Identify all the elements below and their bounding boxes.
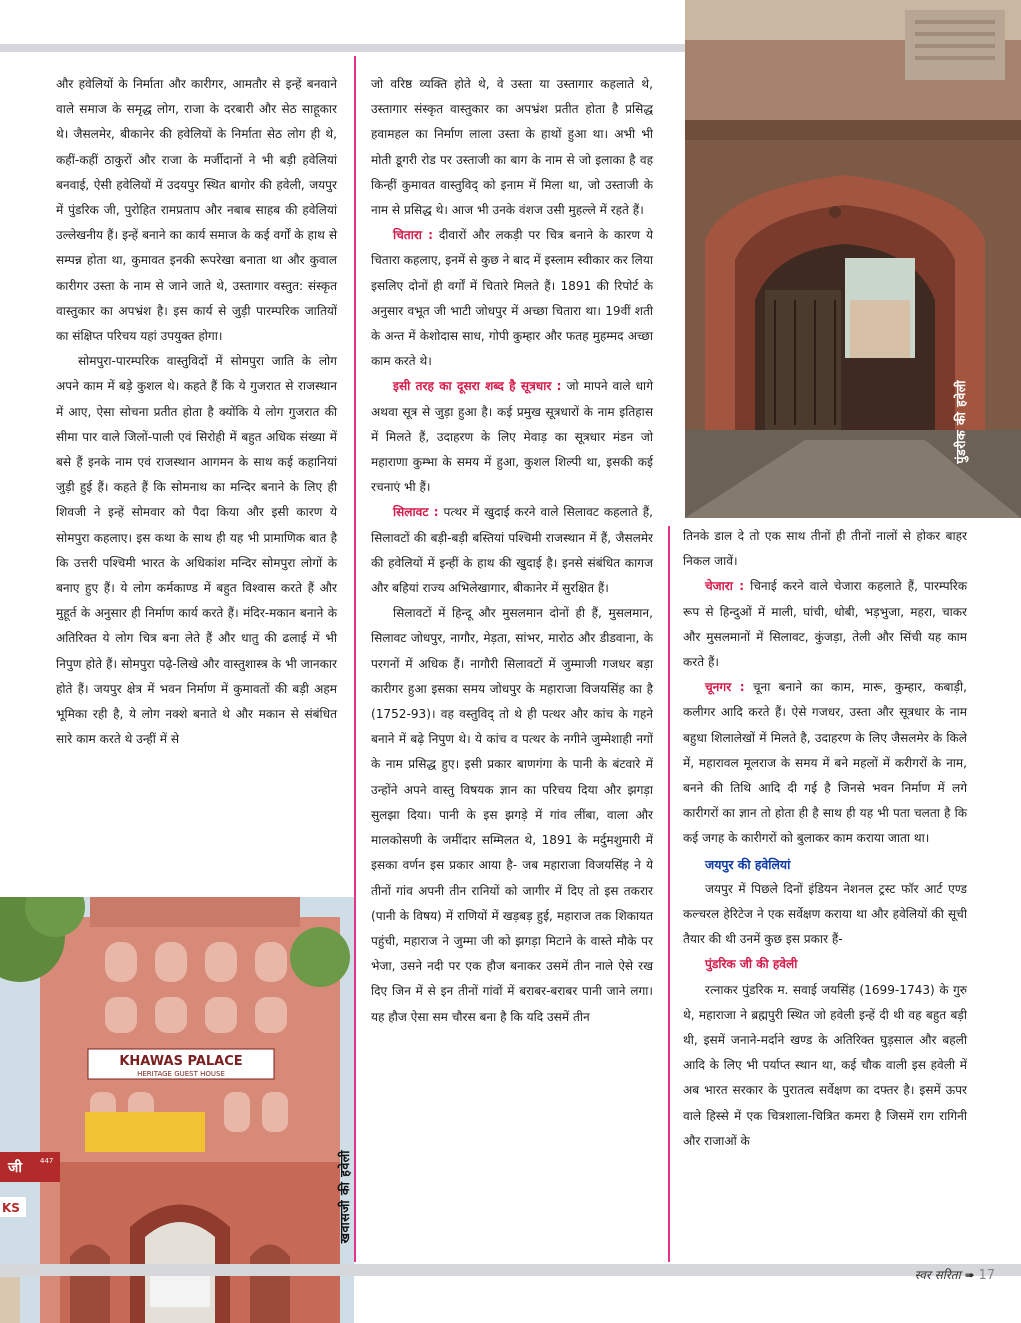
paragraph	[683, 675, 967, 851]
paragraph: जो वरिष्ठ व्यक्ति होते थे, वे उस्ता या उस्तागार कहलाते थे, उस्तागार संस्कृत वास्तुकार का अपभ्रंश प्रतीत होता है प्रसिद्ध हवामहल का निर्माण लाला उस्ता के हाथों हुआ था। अभी भी मोती डूगरी रोड पर उस्ताजी का बाग के नाम से जो इलाका है वह किन्हीं कुमावत वास्तुविद् को इनाम में मिला था, जो उस्ताजी के नाम से प्रसिद्ध थे। आज भी उनके वंशज उसी मुहल्ले में रहते हैं।	[371, 77, 653, 218]
page-number: 17	[978, 1268, 995, 1283]
section-heading: सिलावट :	[393, 505, 439, 520]
section-heading: इसी तरह का दूसरा शब्द है सूत्रधार :	[393, 379, 562, 394]
khawas-haveli-photo	[0, 897, 354, 1323]
paragraph-text: चूना बनाने का काम, मारू, कुम्हार, कबाड़ी, कलीगर आदि करते हैं। ऐसे गजधर, उस्ता और सूत्रधार के नाम बहुधा शिलालेखों में मिलते है, उदाहरण के लिए जैसलमेर के किले में, महारावल मूलराज के समय में बने महलों में करीगरों के नाम, बनने की तिथि आदि दी गई है जिनसे भवन निर्माण में लगे कारीगरों का ज्ञान तो होता ही है साथ ही यह भी पता चलता है कि कई जगह के कारीगरों को बुलाकर काम कराया जाता था।	[683, 680, 967, 846]
khawas-subsign-text: HERITAGE GUEST HOUSE	[137, 1070, 225, 1078]
column-divider	[354, 56, 356, 1262]
text-column-3	[683, 524, 967, 1154]
paragraph-text: जो मापने वाले धागे अथवा सूत्र से जुड़ा हुआ है। कई प्रमुख सूत्रधारों के नाम इतिहास में मिलते हैं, उदाहरण के लिए मेवाड़ का सूत्रधार मंडन जो महाराणा कुम्भा के समय में हुआ, कुशल शिल्पी था, इसकी कई रचनाएं भी हैं।	[371, 379, 653, 495]
section-heading: चितारा :	[393, 228, 433, 243]
bottom-band	[0, 1264, 1021, 1276]
paragraph-text: दीवारों और लकड़ी पर चित्र बनाने के कारण ये चितारा कहलाए, इनमें से कुछ ने बाद में इस्लाम स्वीकार कर लिया इसलिए दोनों ही वर्गों में चितारे मिलते हैं। 1891 की रिपोर्ट के अनुसार वभूत जी भाटी जोधपुर में अच्छा चितारा था। 19वीं शती के अन्त में केशोदास साध, गोपी कुम्हार और फतह मुहम्मद अच्छा काम करते थे।	[371, 228, 653, 369]
section-heading: चूनगर :	[705, 680, 745, 695]
top-stripe	[0, 44, 685, 52]
khawas-haveli-illustration	[0, 897, 354, 1323]
page-footer	[915, 1266, 995, 1283]
khawas-photo-caption: खवासजी की हवेली	[337, 1150, 352, 1244]
pundrik-haveli-illustration	[685, 0, 1021, 518]
shop-number-text: 447	[40, 1157, 54, 1165]
paragraph: रत्नाकर पुंडरिक म. सवाई जयसिंह (1699-1743) के गुरु थे, महाराजा ने ब्रह्मपुरी स्थित जो हवेली इन्हें दी थी वह बहुत बड़ी थी, इसमें जनाने-मर्दाने खण्ड के अतिरिक्त घुड़साल और बहली आदि के लिए भी पर्याप्त स्थान था, कई चौक वाली इस हवेली में अब भारत सरकार के पुरातत्व सर्वेक्षण का दफ्तर है। इसमें ऊपर वाले हिस्से में एक चित्रशाला-चित्रित कमरा है जिसमें राग रागिनी और राजाओं के	[683, 982, 967, 1148]
magazine-name: स्वर सरिता	[914, 1268, 961, 1282]
pundrik-photo-caption: पुंडरीक की हवेली	[953, 380, 968, 464]
paragraph	[683, 574, 967, 675]
text-column-2	[371, 72, 653, 1030]
section-heading: चेजारा :	[705, 579, 745, 594]
arrow-icon: ➠	[964, 1268, 975, 1282]
paragraph: सोमपुरा-पारम्परिक वास्तुविदों में सोमपुरा जाति के लोग अपने काम में बड़े कुशल थे। कहते हैं कि ये गुजरात से राजस्थान में आए, ऐसा सोचना प्रतीत होता है क्योंकि ये लोग गुजरात की सीमा पार वाले जिलों-पाली एवं सिरोही में बहुत अधिक संख्या में बसे हैं इनके नाम एवं राजस्थान आगमन के साथ कई कहानियां जुड़ी हुई हैं। कहते हैं कि सोमनाथ का मन्दिर बनाने के लिए ही शिवजी ने इन्हें सोमवार को पैदा किया और इसी कारण ये सोमपुरा कहलाए। इस कथा के साथ ही यह भी प्रामाणिक बात है कि उत्तरी पश्चिमी भारत के अधिकांश मन्दिर सोमपुरा लोगों के बनाए हुए हैं। ये लोग कर्मकाण्ड में बहुत विश्वास करते हैं और मुहूर्त के अनुसार ही निर्माण कार्य करते हैं। मंदिर-मकान बनाने के अतिरिक्त ये लोग चित्र बना लेते हैं और धातु की ढलाई में भी निपुण होते हैं। सोमपुरा पढ़े-लिखे और वास्तुशास्त्र के भी जानकार होते हैं। जयपुर क्षेत्र में भवन निर्माण में कुमावतों की बड़ी अहम भूमिका रही है, ये लोग नक्शे बनाते थे और मकान से संबंधित सारे काम करते थे उन्हीं में से	[56, 354, 337, 747]
ks-sign-text: KS	[2, 1201, 20, 1215]
shop-sign-text: जी	[8, 1160, 23, 1176]
subheading: जयपुर की हवेलियां	[705, 856, 791, 872]
paragraph	[371, 500, 653, 601]
paragraph: सिलावटों में हिन्दू और मुसलमान दोनों ही हैं, मुसलमान, सिलावट जोधपुर, नागौर, मेड़ता, सांभर, मारोठ और डीडवाना, के परगनों में अधिक हैं। नागौरी सिलावटों में जुम्माजी गजधर बड़ा कारीगर हुआ इसका समय जोधपुर के महाराजा विजयसिंह का है (1752-93)। वह वस्तुविद् तो थे ही पत्थर और कांच के गहने बनाने में बढ़े निपुण थे। ये कांच व पत्थर के नगीने जुम्मेशाही नगों के नाम प्रसिद्ध हुए। इसी प्रकार बाणगंगा के पानी के बंटवारे में उन्होंने अपने वास्तु विषयक ज्ञान का परिचय दिया और झगड़ा सुलझा दिया। पानी के इस झगड़े में गांव लींबा, वाला और मालकोसणी के जमींदार सम्मिलत थे, 1891 के मर्दुमशुमारी में इसका वर्णन इस प्रकार आया है- जब महाराजा विजयसिंह ने ये तीनों गांव अपनी तीन रानियों को जागीर में दिए तो इस तकरार (पानी के विषय) में राणियों में खड़बड़ हुई, महाराज तक शिकायत पहुंची, महाराज ने जुम्मा जी को झगड़ा मिटाने के वास्ते मौके पर भेजा, उसने नदी पर एक हौज बनाकर उसमें तीन नाले ऐसे रख दिए जिन में से इन तीनों गांवों में बराबर-बराबर पानी जाने लगा। यह हौज ऐसा सम चौरस बना है कि यदि उसमें तीन	[371, 606, 653, 1024]
khawas-sign-text: KHAWAS PALACE	[119, 1054, 243, 1069]
section-heading: पुंडरिक जी की हवेली	[705, 957, 798, 972]
paragraph: जयपुर में पिछले दिनों इंडियन नेशनल ट्रस्ट फॉर आर्ट एण्ड कल्चरल हेरिटेज ने एक सर्वेक्षण कराया था और हवेलियों की सूची तैयार की थी उनमें कुछ इस प्रकार हैं-	[683, 881, 967, 947]
column-divider	[668, 526, 670, 1262]
paragraph	[371, 223, 653, 374]
paragraph-text: पत्थर में खुदाई करने वाले सिलावट कहलाते हैं, सिलावटों की बड़ी-बड़ी बस्तियां पश्चिमी राजस्थान में हैं, जैसलमेर की हवेलियों में इन्हीं के हाथ की खुदाई है। इनसे संबंधित कागज और बहियां राज्य अभिलेखागार, बीकानेर में सुरक्षित हैं।	[371, 505, 653, 596]
paragraph-text: चिनाई करने वाले चेजारा कहलाते हैं, पारम्परिक रूप से हिन्दुओं में माली, घांची, धोबी, भड़भुजा, महरा, चाकर और मुसलमानों में सिलावट, कुंजड़ा, तेली और सिंची यह काम करते हैं।	[683, 579, 967, 670]
top-band	[0, 0, 685, 48]
text-column-1	[56, 72, 337, 752]
paragraph	[371, 374, 653, 500]
paragraph: और हवेलियों के निर्माता और कारीगर, आमतौर से इन्हें बनवाने वाले समाज के समृद्ध लोग, राजा के दरबारी और सेठ साहूकार थे। जैसलमेर, बीकानेर की हवेलियों के निर्माता सेठ लोग ही थे, कहीं-कहीं ठाकुरों और राजा के मर्जीदानों ने भी बड़ी हवेलियां बनवाई, ऐसी हवेलियों में उदयपुर स्थित बागोर की हवेली, जयपुर में पुंडरिक जी, पुरोहित रामप्रताप और नबाब साहब की हवेलियां उल्लेखनीय हैं। इन्हें बनाने का कार्य समाज के कई वर्गों के हाथ से सम्पन्न होता था, कुमावत इनकी रूपरेखा बनाता था और कुवाल कारीगर उस्ता के नाम से जाने जाते थे, उस्तागार वस्तुत: संस्कृत वास्तुकार का अपभ्रंश है। इस कार्य से जुड़ी पारम्परिक जातियों का संक्षिप्त परिचय यहां उपयुक्त होगा।	[56, 77, 337, 344]
paragraph: तिनके डाल दे तो एक साथ तीनों ही तीनों नालों से होकर बाहर निकल जावें।	[683, 529, 967, 569]
pundrik-haveli-photo	[685, 0, 1021, 518]
